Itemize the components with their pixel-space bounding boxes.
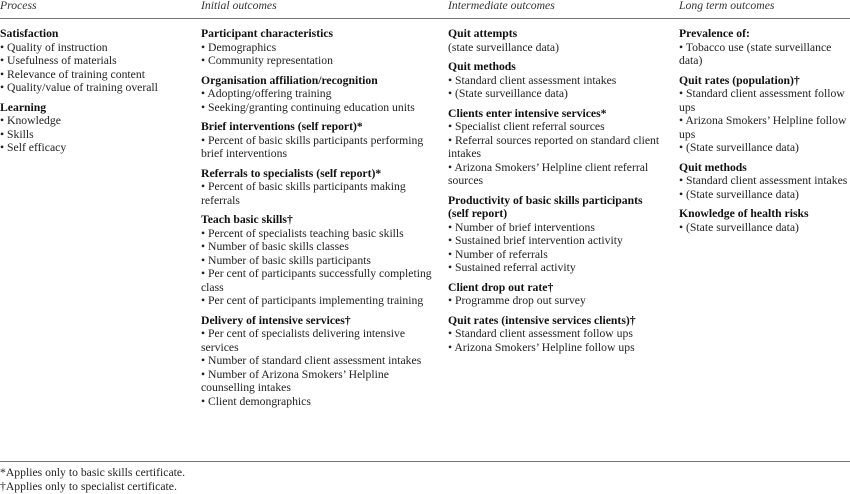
list-item: • Per cent of specialists delivering intensive services xyxy=(201,327,406,354)
section-title: Quit methods xyxy=(679,160,747,174)
list-item: • Quality of instruction xyxy=(0,40,108,54)
section xyxy=(448,281,666,308)
list-item: • Client demongraphics xyxy=(201,394,311,408)
section xyxy=(448,107,666,188)
section xyxy=(0,101,198,155)
footnote-specialist: †Applies only to specialist certificate. xyxy=(0,480,177,493)
bottom-rule xyxy=(0,461,850,462)
section-title: Participant characteristics xyxy=(201,27,334,40)
column-initial-outcomes xyxy=(201,27,441,414)
list-item: • Number of Arizona Smokers’ Helpline counselling intakes xyxy=(201,367,389,394)
section-title: Teach basic skills† xyxy=(201,213,293,226)
list-item: • Skills xyxy=(0,127,34,141)
section xyxy=(201,314,441,409)
list-item: • Per cent of participants implementing training xyxy=(201,294,424,307)
section-title: Productivity of basic skills participants (self report) xyxy=(448,193,643,220)
list-item: • Adopting/offering training xyxy=(201,87,332,100)
list-item: • Percent of basic skills participants making referrals xyxy=(201,180,406,207)
section xyxy=(448,27,666,54)
section xyxy=(679,207,850,234)
section xyxy=(201,74,441,115)
section xyxy=(679,161,850,202)
section xyxy=(448,314,666,355)
column-intermediate-outcomes xyxy=(448,27,666,360)
section-title: Clients enter intensive services* xyxy=(448,106,607,120)
section xyxy=(201,213,441,308)
section-title: Quit rates (intensive services clients)† xyxy=(448,313,636,327)
list-item: • Number of referrals xyxy=(448,247,548,261)
list-item: • Usefulness of materials xyxy=(0,54,117,67)
list-item: • Standard client assessment intakes xyxy=(448,73,617,87)
list-item: • Programme drop out survey xyxy=(448,294,586,307)
list-item: • (State surveillance data) xyxy=(679,141,799,154)
list-item: • Specialist client referral sources xyxy=(448,120,605,133)
section-title: Referrals to specialists (self report)* xyxy=(201,166,382,180)
list-item: • Number of basic skills classes xyxy=(201,240,349,253)
list-item: • (State surveillance data) xyxy=(679,220,799,234)
list-item: • Number of standard client assessment intakes xyxy=(201,354,422,367)
list-item: • Number of brief interventions xyxy=(448,220,595,234)
list-item: (state surveillance data) xyxy=(448,40,559,54)
section xyxy=(448,194,666,275)
section xyxy=(0,27,198,95)
section-title: Client drop out rate† xyxy=(448,280,554,294)
list-item: • Relevance of training content xyxy=(0,67,145,81)
list-item: • Referral sources reported on standard client intakes xyxy=(448,133,660,160)
header-long-term-outcomes: Long term outcomes xyxy=(679,0,775,12)
list-item: • (State surveillance data) xyxy=(679,187,799,201)
section-title: Quit methods xyxy=(448,60,516,73)
list-item: • Per cent of participants successfully completing class xyxy=(201,267,432,294)
section-title: Knowledge of health risks xyxy=(679,207,809,220)
list-item: • Tobacco use (state surveillance data) xyxy=(679,40,832,67)
section xyxy=(201,167,441,208)
list-item: • Knowledge xyxy=(0,114,61,127)
list-item: • Sustained brief intervention activity xyxy=(448,234,623,247)
section-title: Brief interventions (self report)* xyxy=(201,120,363,133)
list-item: • Percent of specialists teaching basic skills xyxy=(201,226,404,240)
section xyxy=(448,60,666,101)
header-process: Process xyxy=(0,0,37,12)
section-title: Learning xyxy=(0,100,47,114)
list-item: • Demographics xyxy=(201,40,277,54)
section-title: Satisfaction xyxy=(0,27,59,40)
list-item: • Standard client assessment intakes xyxy=(679,174,848,187)
section-title: Prevalence of: xyxy=(679,27,750,40)
column-process xyxy=(0,27,198,161)
header-intermediate-outcomes: Intermediate outcomes xyxy=(448,0,555,12)
list-item: • Self efficacy xyxy=(0,141,67,154)
section xyxy=(201,27,441,68)
header-initial-outcomes: Initial outcomes xyxy=(201,0,277,12)
section-title: Quit attempts xyxy=(448,27,518,40)
list-item: • (State surveillance data) xyxy=(448,87,568,100)
list-item: • Number of basic skills participants xyxy=(201,253,371,267)
list-item: • Community representation xyxy=(201,54,333,67)
list-item: • Sustained referral activity xyxy=(448,261,576,274)
list-item: • Quality/value of training overall xyxy=(0,81,158,94)
section-title: Delivery of intensive services† xyxy=(201,313,351,327)
footnote-basic-skills: *Applies only to basic skills certificate. xyxy=(0,466,186,479)
list-item: • Percent of basic skills participants performing brief interventions xyxy=(201,133,424,160)
list-item: • Standard client assessment follow ups xyxy=(679,87,845,114)
list-item: • Seeking/granting continuing education units xyxy=(201,100,415,114)
section xyxy=(201,120,441,161)
list-item: • Arizona Smokers’ Helpline client referral sources xyxy=(448,160,649,187)
section xyxy=(679,27,850,68)
column-long-term-outcomes xyxy=(679,27,850,240)
top-rule xyxy=(0,18,850,19)
list-item: • Arizona Smokers’ Helpline follow ups xyxy=(448,340,635,354)
section xyxy=(679,74,850,155)
list-item: • Standard client assessment follow ups xyxy=(448,327,633,340)
section-title: Organisation affiliation/recognition xyxy=(201,73,378,87)
list-item: • Arizona Smokers’ Helpline follow ups xyxy=(679,114,847,141)
section-title: Quit rates (population)† xyxy=(679,73,800,87)
